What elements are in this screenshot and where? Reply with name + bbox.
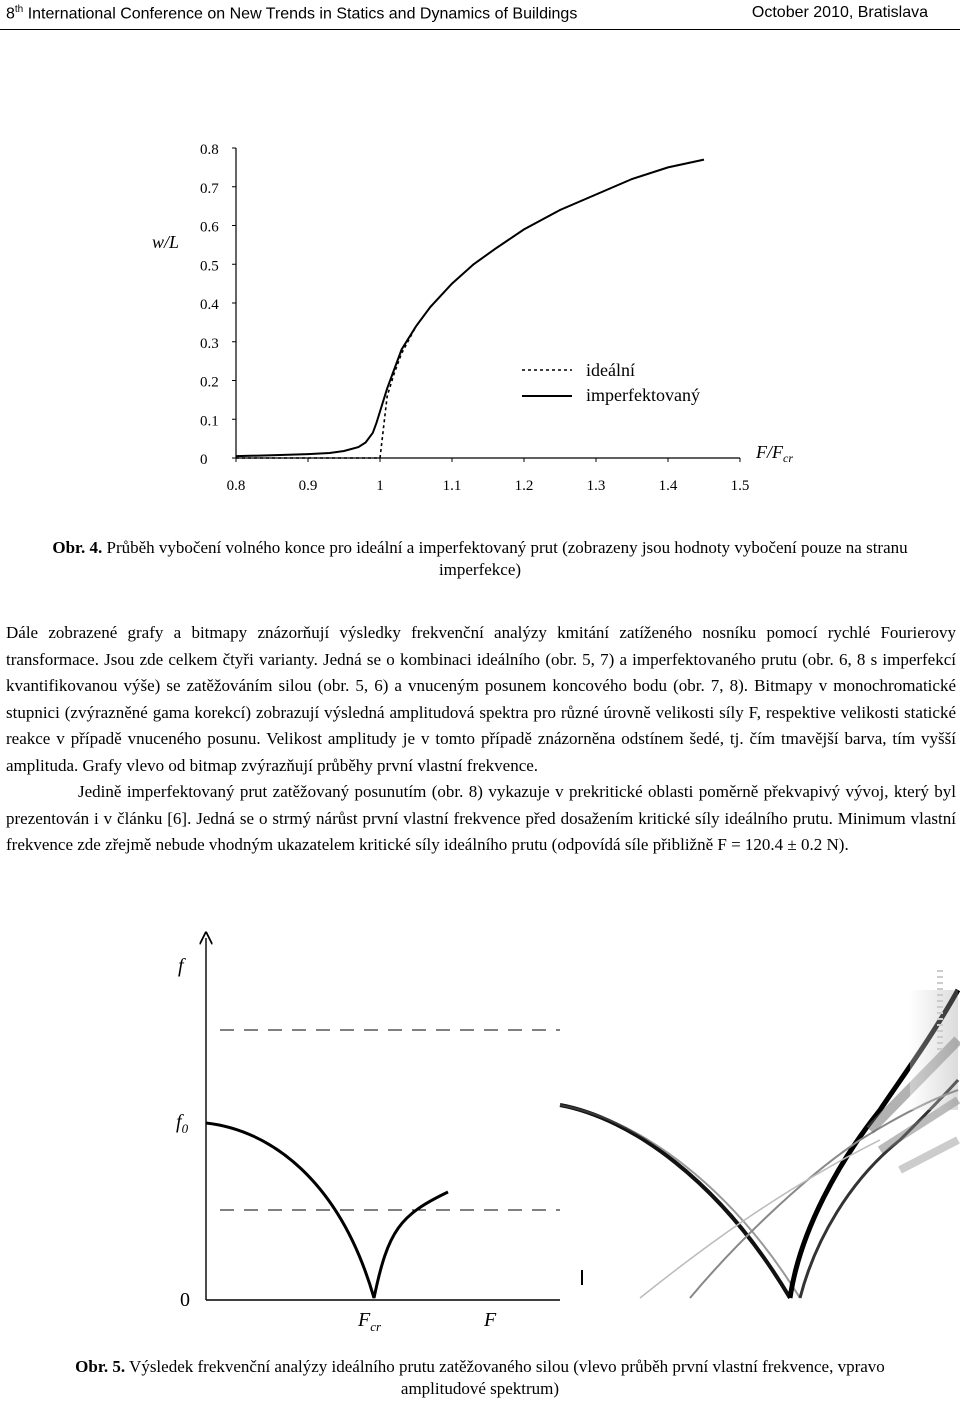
- figure-5-graphic: [0, 930, 960, 1350]
- fig5-label-fcr: $F_{cr}$: [358, 1309, 382, 1334]
- x-tick-label: 1.1: [442, 478, 462, 494]
- x-tick-label: 1: [376, 478, 384, 494]
- paragraph-1: Dále zobrazené grafy a bitmapy znázorňují výsledky frekvenční analýzy kmitání zatíženého nosníku pomocí rychlé Fourierovy transformace. Jsou zde celkem čtyři varianty. Jedná se o kombinaci ideálního (obr. 5, 7) a imperfektovaného prutu (obr. 6, 8 s imperfekcí kvantifikovanou výše) se zatěžováním silou (obr. 5, 6) a vnuceným posunem koncového bodu (obr. 7, 8). Bitmapy v monochromatické stupnici (zvýrazněné gama korekcí) zobrazují výsledná amplitudová spektra pro různé úrovně velikosti síly F, respektive velikosti statické reakce v případě vnuceného posunu. Velikost amplitudy je v tomto případě znázorněna odstínem šedé, tj. čím tmavější barva, tím vyšší amplituda. Grafy vlevo od bitmap zvýrazňují průběhy první vlastní frekvence.: [6, 623, 956, 775]
- x-axis-label: $F/F_{cr}$: [756, 442, 793, 465]
- series-imperfektovany-line: [236, 160, 704, 457]
- body-text: [6, 620, 956, 859]
- y-tick-label: 0.7: [200, 180, 219, 197]
- y-tick-label: 0: [200, 452, 208, 468]
- x-tick-label: 1.5: [730, 478, 750, 494]
- page-header: [0, 0, 960, 30]
- figure-5-caption-text: Výsledek frekvenční analýzy ideálního prutu zatěžovaného silou (vlevo průběh první vlastní frekvence, vpravo amplitudové spektrum): [125, 1357, 885, 1398]
- y-tick-label: 0.1: [200, 413, 219, 430]
- y-tick-label: 0.3: [200, 335, 219, 352]
- y-tick-label: 0.5: [200, 258, 219, 275]
- figure-4-caption-text: Průběh vybočení volného konce pro ideální a imperfektovaný prut (zobrazeny jsou hodnoty vybočení pouze na stranu imperfekce): [102, 538, 908, 579]
- x-tick-label: 0.9: [298, 478, 318, 494]
- series-idealni-line: [236, 160, 704, 458]
- figure-4-chart: [0, 100, 960, 600]
- x-tick-label: 0.8: [226, 478, 246, 494]
- legend-label-idealni: ideální: [586, 360, 635, 380]
- fig5-label-f0: $f_0$: [176, 1111, 189, 1136]
- x-tick-label: 1.2: [514, 478, 534, 494]
- conference-title: 8th International Conference on New Trends in Statics and Dynamics of Buildings: [6, 4, 578, 23]
- figure-5-caption: [40, 1356, 920, 1400]
- y-tick-label: 0.2: [200, 374, 219, 391]
- fig5-label-f: f: [178, 955, 184, 977]
- figure-4-caption-label: Obr. 4.: [52, 538, 103, 557]
- fig5-label-zero: 0: [180, 1289, 190, 1311]
- fig5-label-F: F: [484, 1309, 497, 1331]
- y-axis-label: w/L: [152, 232, 180, 252]
- x-tick-label: 1.3: [586, 478, 606, 494]
- y-tick-label: 0.8: [200, 142, 219, 158]
- amplitude-spectrum-bitmap: [560, 970, 960, 1300]
- figure-4-caption: [40, 537, 920, 581]
- x-tick-label: 1.4: [658, 478, 678, 494]
- y-tick-label: 0.4: [200, 297, 219, 313]
- legend: [522, 360, 700, 405]
- conference-date: October 2010, Bratislava: [751, 4, 928, 21]
- y-tick-label: 0.6: [200, 219, 219, 236]
- legend-label-imperfektovany: imperfektovaný: [586, 385, 700, 405]
- figure-5-caption-label: Obr. 5.: [75, 1357, 126, 1376]
- paragraph-2: Jedině imperfektovaný prut zatěžovaný posunutím (obr. 8) vykazuje v prekritické oblasti poměrně překvapivý vývoj, který byl prezentován i v článku [6]. Jedná se o strmý nárůst první vlastní frekvence před dosažením kritické síly ideálního prutu. Minimum vlastní frekvence zde zřejmě nebude vhodným ukazatelem kritické síly ideálního prutu (odpovídá síle přibližně F = 120.4 ± 0.2 N).: [6, 782, 956, 854]
